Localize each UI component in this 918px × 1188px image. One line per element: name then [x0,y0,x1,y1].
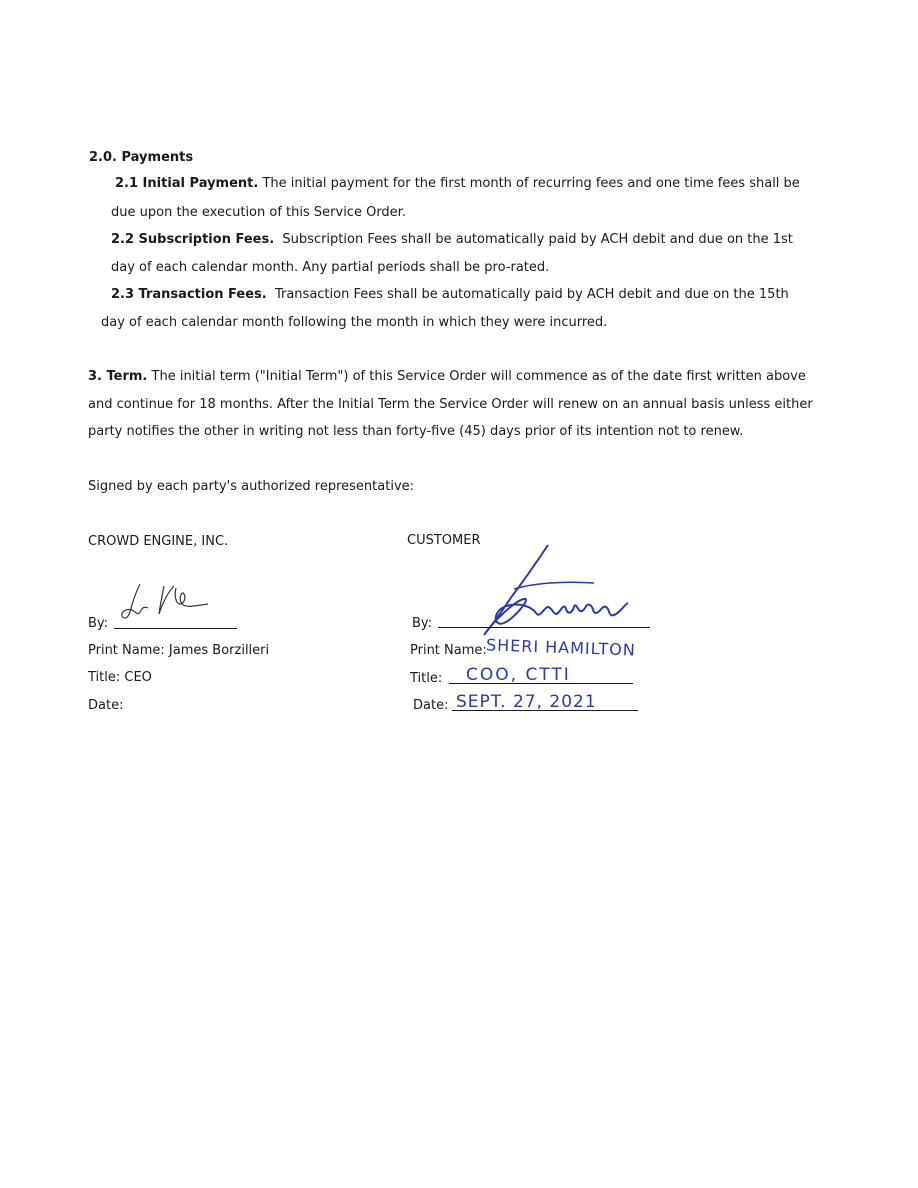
right-by-label: By: [412,616,433,631]
right-signature-line [438,627,650,628]
subscription-fees-line1 [111,232,793,248]
left-print-name-label: Print Name: [88,643,165,658]
left-title-label: Title: [88,670,121,685]
left-print-name-row [88,643,269,659]
transaction-fees-label: 2.3 Transaction Fees. [111,287,267,302]
transaction-fees-line2: day of each calendar month following the month in which they were incurred. [101,315,608,330]
left-print-name-value: James Borzilleri [168,643,270,658]
term-line1 [88,369,806,385]
subscription-fees-line2: day of each calendar month. Any partial periods shall be pro-rated. [111,260,550,275]
initial-payment-text: The initial payment for the first month of recurring fees and one time fees shall be [262,176,800,191]
left-signature-line [114,628,237,629]
subscription-fees-text: Subscription Fees shall be automatically paid by ACH debit and due on the 1st [282,232,793,247]
term-line3: party notifies the other in writing not less than forty-five (45) days prior of its intention not to renew. [88,424,744,439]
transaction-fees-text: Transaction Fees shall be automatically paid by ACH debit and due on the 15th [274,287,789,302]
left-title-row [88,670,152,686]
initial-payment-line1 [115,176,800,192]
term-line2: and continue for 18 months. After the Initial Term the Service Order will renew on an annual basis unless either [88,397,813,412]
left-date-label: Date: [88,698,124,713]
transaction-fees-line1 [111,287,789,303]
initial-payment-label: 2.1 Initial Payment. [115,176,259,191]
right-print-name-label: Print Name: [410,643,487,658]
left-party-name: CROWD ENGINE, INC. [88,534,229,549]
left-title-value: CEO [124,670,152,685]
signed-statement: Signed by each party's authorized representative: [88,479,415,494]
right-party-name: CUSTOMER [407,533,481,548]
right-date-value: SEPT. 27, 2021 [456,692,597,712]
right-title-label: Title: [410,671,443,686]
left-by-label: By: [88,616,109,631]
right-title-value: COO, CTTI [466,665,571,685]
term-text: The initial term ("Initial Term") of this Service Order will commence as of the date first written above [151,369,806,384]
initial-payment-line2: due upon the execution of this Service Order. [111,205,406,220]
subscription-fees-label: 2.2 Subscription Fees. [111,232,275,247]
payments-heading: 2.0. Payments [89,150,194,165]
left-signature [118,582,218,632]
term-label: 3. Term. [88,369,148,384]
right-print-name-value: SHERI HAMILTON [485,635,637,660]
right-date-label: Date: [413,698,449,713]
right-signature [474,543,634,643]
